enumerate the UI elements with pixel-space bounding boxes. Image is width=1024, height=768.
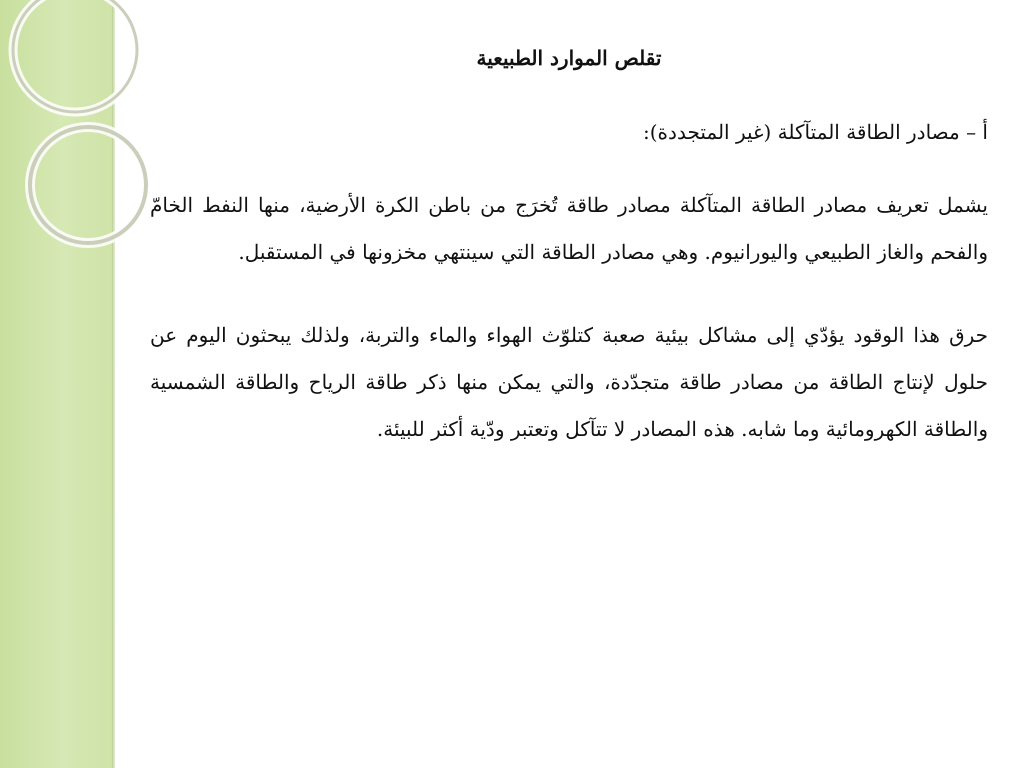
section-heading: أ – مصادر الطاقة المتآكلة (غير المتجددة):	[643, 120, 988, 144]
paragraph-impact: حرق هذا الوقود يؤدّي إلى مشاكل بيئية صعبة كتلوّث الهواء والماء والتربة، ولذلك يبحثون اليوم عن حلول لإنتاج الطاقة من مصادر طاقة متجدّدة، والتي يمكن منها ذكر طاقة الرياح والطاقة الشمسية والطاقة الكهرومائية وما شابه. هذه المصادر لا تتآكل وتعتبر ودّية أكثر للبيئة.	[150, 323, 988, 441]
slide-title: تقلص الموارد الطبيعية	[476, 46, 662, 70]
decorative-side-panel	[0, 0, 112, 768]
slide-content	[150, 28, 988, 453]
side-panel-edge	[112, 0, 115, 768]
paragraph-definition: يشمل تعريف مصادر الطاقة المتآكلة مصادر طاقة تُخرَج من باطن الكرة الأرضية، منها النفط الخامّ والفحم والغاز الطبيعي واليورانيوم. وهي مصادر الطاقة التي سينتهي مخزونها في المستقبل.	[150, 193, 988, 264]
